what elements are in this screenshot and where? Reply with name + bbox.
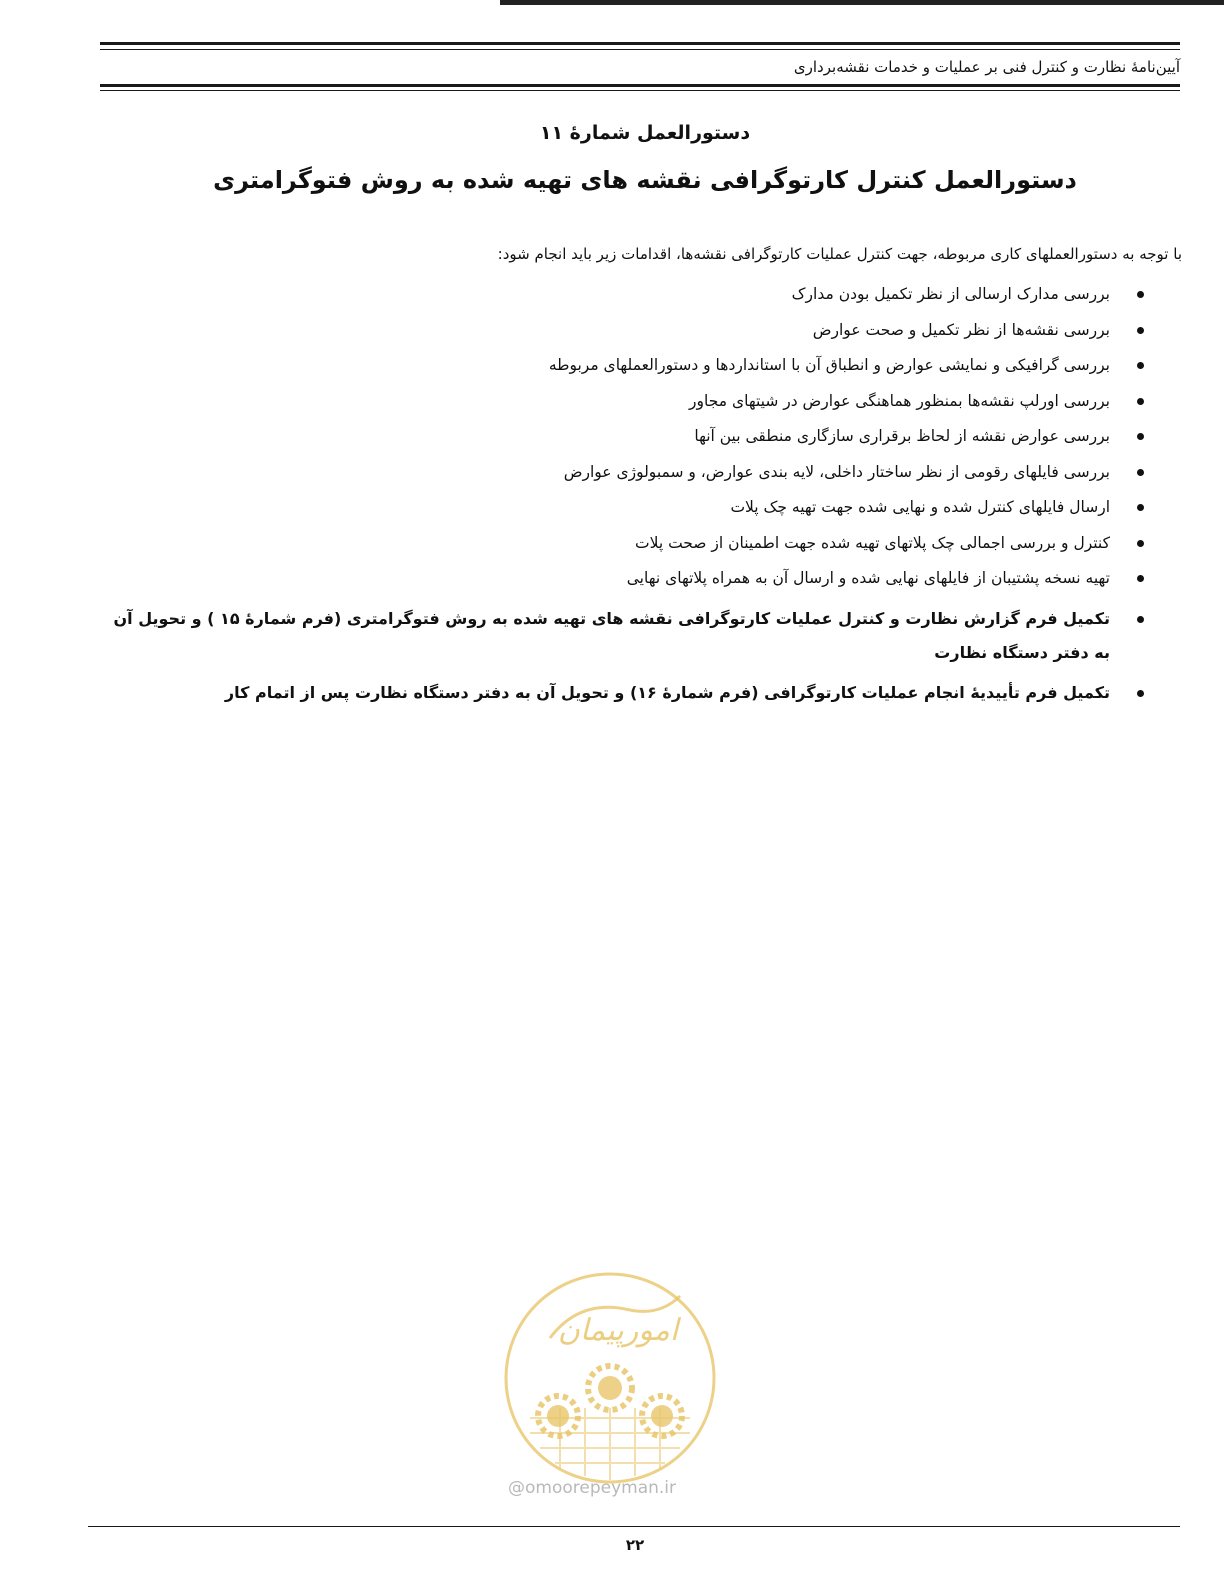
list-item-text: بررسی فایلهای رقومی از نظر ساختار داخلی، لایه بندی عوارض، و سمبولوژی عوارض	[563, 462, 1110, 481]
footer-rule	[88, 1526, 1180, 1527]
list-item	[100, 531, 1114, 555]
header-rule-lower	[100, 84, 1180, 87]
bullet-icon	[1137, 616, 1144, 623]
list-item-text: بررسی عوارض نقشه از لحاظ برقراری سازگاری منطقی بین آنها	[694, 427, 1110, 445]
list-item-text: بررسی اورلپ نقشه‌ها بمنظور هماهنگی عوارض در شیتهای مجاور	[689, 391, 1110, 410]
seal-text: امورپیمان	[557, 1313, 679, 1348]
list-item	[100, 282, 1114, 306]
list-item	[100, 495, 1114, 519]
list-item	[100, 353, 1114, 377]
list-item-text: تکمیل فرم گزارش نظارت و کنترل عملیات کارتوگرافی نقشه های تهیه شده به روش فتوگرامتری (فرم شمارهٔ ۱۵ ) و تحویل آن به دفتر دستگاه نظارت	[113, 608, 1110, 662]
list-item-text: تکمیل فرم تأییدیهٔ انجام عملیات کارتوگرافی (فرم شمارهٔ ۱۶) و تحویل آن به دفتر دستگاه نظارت پس از اتمام کار	[224, 682, 1110, 702]
list-item-text: بررسی نقشه‌ها از نظر تکمیل و صحت عوارض	[812, 320, 1110, 339]
intro-paragraph: با توجه به دستورالعملهای کاری مربوطه، جهت کنترل عملیات کارتوگرافی نقشه‌ها، اقدامات زیر باید انجام شود:	[497, 245, 1182, 263]
header-rule-lower-thin	[100, 90, 1180, 91]
list-item-bold	[100, 602, 1114, 670]
bullet-icon	[1137, 291, 1144, 298]
bullet-icon	[1137, 433, 1144, 440]
list-item	[100, 460, 1114, 484]
list-item	[100, 566, 1114, 590]
seal-logo-icon	[500, 1268, 720, 1488]
list-item-text: بررسی گرافیکی و نمایشی عوارض و انطباق آن با استانداردها و دستورالعملهای مربوطه	[548, 356, 1110, 374]
page-number: ۲۲	[625, 1536, 645, 1554]
header-rule	[100, 42, 1180, 45]
bullet-icon	[1137, 469, 1144, 476]
list-item	[100, 389, 1114, 413]
list-item-text: تهیه نسخه پشتیبان از فایلهای نهایی شده و ارسال آن به همراه پلاتهای نهایی	[626, 569, 1110, 587]
page-title: دستورالعمل کنترل کارتوگرافی نقشه های تهیه شده به روش فتوگرامتری	[213, 166, 1077, 194]
instruction-number: دستورالعمل شمارهٔ ۱۱	[539, 122, 751, 144]
list-item-text: کنترل و بررسی اجمالی چک پلاتهای تهیه شده جهت اطمینان از صحت پلات	[635, 533, 1110, 552]
instruction-list	[100, 282, 1114, 716]
bullet-icon	[1137, 575, 1144, 582]
running-header: آیین‌نامهٔ نظارت و کنترل فنی بر عملیات و خدمات نقشه‌برداری	[793, 58, 1180, 76]
bullet-icon	[1137, 398, 1144, 405]
list-item	[100, 318, 1114, 342]
watermark-site: @omoorepeyman.ir	[508, 1478, 677, 1498]
bullet-icon	[1137, 327, 1144, 334]
bullet-icon	[1137, 690, 1144, 697]
scan-top-edge	[500, 0, 1224, 5]
list-item-text: ارسال فایلهای کنترل شده و نهایی شده جهت تهیه چک پلات	[730, 498, 1110, 516]
bullet-icon	[1137, 362, 1144, 369]
bullet-icon	[1137, 504, 1144, 511]
bullet-icon	[1137, 540, 1144, 547]
list-item-text: بررسی مدارک ارسالی از نظر تکمیل بودن مدارک	[791, 285, 1110, 303]
list-item	[100, 424, 1114, 448]
list-item-bold	[100, 676, 1114, 710]
header-rule-thin	[100, 49, 1180, 50]
